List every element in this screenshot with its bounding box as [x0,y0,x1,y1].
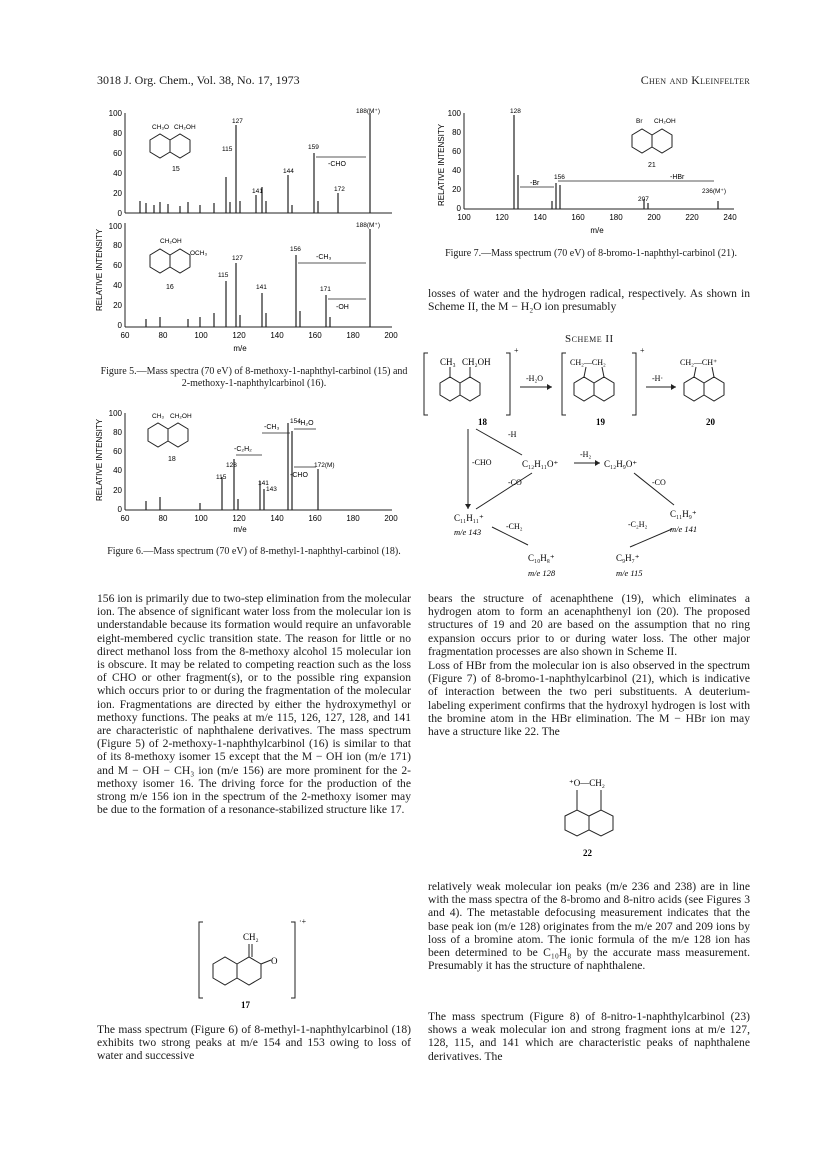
fig6-ytick-40: 40 [113,466,122,475]
fig6-loss-ch3: -CH₃ [264,424,280,431]
structure-17 [195,918,315,1010]
fig7-xtick-100: 100 [457,213,471,222]
fig5-bot-peak-115: 115 [218,272,229,279]
fig7-loss-br: -Br [530,180,540,187]
scheme-arrow-h: -H· [652,374,664,383]
fig5-ylabel: RELATIVE INTENSITY [95,228,104,312]
scheme-minus-co-1: -CO [508,478,522,487]
fig5-compound-16: 16 [166,284,174,291]
fig5-top-ytick-80: 80 [113,129,122,138]
fig7-xtick-140: 140 [533,213,547,222]
fig5-bot-loss2: -OH [336,304,349,311]
fig7-peak-156: 156 [554,174,565,181]
fig5-top-ytick-100: 100 [108,109,122,118]
fig6-label-ch3: CH₃ [152,413,165,420]
fig5-xtick-160: 160 [308,331,322,340]
fig7-peaks [514,115,718,209]
fig7-xtick-180: 180 [609,213,623,222]
fig5-struct-16 [150,238,207,291]
fig6-xtick-180: 180 [346,514,360,523]
fig5-bot-ytick-80: 80 [113,241,122,250]
fig7-ytick-0: 0 [456,204,461,213]
scheme-arrow-h2o: -H₂O [526,374,544,383]
scheme-c12h11o: C₁₂H₁₁O⁺ [522,459,559,469]
fig7-loss-hbr: -HBr [670,174,685,181]
fig7-ytick-40: 40 [452,166,461,175]
struct17-num: 17 [241,1000,250,1010]
fig7-xtick-120: 120 [495,213,509,222]
fig6-label-ch2oh: CH₂OH [170,413,192,420]
fig6-xtick-100: 100 [194,514,208,523]
fig5-bot-peak-171: 171 [320,286,331,293]
fig6-loss-c2h2: -C₂H₂ [234,446,252,453]
fig6-peak-154: 154 [290,418,301,425]
left-paragraph-1: 156 ion is primarily due to two-step elimination from the molecular ion. The absence of significant water loss from the molecular ion is understandable because its formation would require an unfavorable eight-membered cyclic transition state. The reason for little or no direct methanol loss from the 8-methoxy alcohol 15 molecular ion is obscure. It may be related to competing reaction such as the loss of CHO or other fragment(s), or to the possible ring expansion which occurs prior to or during the fragmentation of the molecular ion. Fragmentations are directed by either the hydroxymethyl or methoxy functions. The peaks at m/e 115, 126, 127, 128, and 141 are characteristic of naphthalene derivatives. The mass spectrum (Figure 5) of 2-methoxy-1-naphthylcarbinol (16) is similar to that of its 8-methoxy isomer 15 except that the M − OH ion (m/e 171) and M − OH − CH₃ ion (m/e 156) are more prominent for the 2-methoxy isomer 16. The driving force for the production of the strong m/e 156 ion in the spectrum of the 2-methoxy isomer may be due to the formation of a resonance-stabilized structure like 17. [97,592,411,817]
svg-text:·+: ·+ [299,918,307,926]
scheme-minus-cho: -CHO [472,458,492,467]
fig5-label-ch3o: CH₃O [152,124,170,131]
right-paragraph-3: relatively weak molecular ion peaks (m/e 236 and 238) are in line with the mass spectra of the 8-bromo and 8-nitro acids (see Figures 3 and 4). The metastable defocusing measurement indicates that the base peak ion (m/e 128) originates from the m/e 207 and 209 ions by loss of a bromine atom. The ionic formula of the m/e 128 ion has been determined to be C₁₀H₈ by the accurate mass measurement. Presumably it has the structure of naphthalene. [428,880,750,973]
svg-text:+: + [640,346,645,355]
fig7-xlabel: m/e [590,226,604,235]
fig6-loss-h2o: -H₂O [298,420,314,427]
fig5-top-ytick-0: 0 [117,209,122,218]
scheme-minus-h: -H [508,430,517,439]
fig7-struct-21 [632,118,676,169]
fig7-label-ch2oh: CH₂OH [654,118,676,125]
fig6-struct-18 [148,413,192,463]
fig6-xtick-160: 160 [308,514,322,523]
fig5-top-ytick-60: 60 [113,149,122,158]
fig6-ytick-80: 80 [113,428,122,437]
fig5-top-peak-159: 159 [308,144,319,151]
fig5-top-peak-172: 172 [334,186,345,193]
figure-6 [90,405,410,535]
fig5-xtick-180: 180 [346,331,360,340]
fig5-top-peak-188: 188(M⁺) [356,108,381,115]
fig5-xtick-100: 100 [194,331,208,340]
fig5-compound-15: 15 [172,166,180,173]
struct22-num: 22 [583,848,592,858]
right-paragraph-2: Loss of HBr from the molecular ion is also observed in the spectrum (Figure 7) of 8-bromo-1-naphthylcarbinol (21), which is indicative of interaction between the two peri substituents. A deuterium-labeling experiment confirms that the hydroxyl hydrogen is lost with the bromine atom in the HBr elimination. The M − HBr ion may have a structure like 22. The [428,659,750,739]
fig7-caption: Figure 7.—Mass spectrum (70 eV) of 8-bromo-1-naphthyl-carbinol (21). [445,248,737,259]
fig5-bot-ytick-100: 100 [108,222,122,231]
fig5-xtick-140: 140 [270,331,284,340]
scheme-18-ch3: CH₃ [440,357,456,367]
scheme-me143: m/e 143 [454,527,482,537]
fig7-peak-236: 236(M⁺) [702,188,727,195]
struct17-ch2: CH₂ [243,932,259,942]
fig7-ytick-20: 20 [452,185,461,194]
fig7-label-br: Br [636,118,643,125]
fig6-xtick-140: 140 [270,514,284,523]
figure-5 [90,105,410,360]
scheme-me128: m/e 128 [528,568,556,578]
scheme-minus-c2h2: -C₂H₂ [628,520,648,529]
fig5-top-peak-127: 127 [232,118,243,125]
right-paragraph-4: The mass spectrum (Figure 8) of 8-nitro-1-naphthylcarbinol (23) shows a weak molecular ion and strong fragment ions at m/e 127, 128, 115, and 141 which are characteristic peaks of naphthalene derivatives. The [428,1010,750,1063]
fig5-bot-loss1: -CH₃ [316,254,332,261]
scheme-minus-co-2: -CO [652,478,666,487]
fig5-bot-peak-188: 188(M⁺) [356,222,381,229]
scheme-num-18: 18 [478,417,487,427]
fig5-xtick-60: 60 [120,331,130,340]
scheme-num-19: 19 [596,417,605,427]
fig7-xtick-160: 160 [571,213,585,222]
fig7-peak-207: 207 [638,196,649,203]
scheme-c10h8: C₁₀H₈⁺ [528,553,555,563]
fig5-caption: Figure 5.—Mass spectra (70 eV) of 8-methoxy-1-naphthyl-carbinol (15) and 2-methoxy-1-naphthylcarbinol (16). [100,366,408,389]
fig6-ytick-100: 100 [108,409,122,418]
journal-citation: 3018 J. Org. Chem., Vol. 38, No. 17, 1973 [97,73,300,87]
fig6-loss-cho: -CHO [290,472,308,479]
fig6-ylabel: RELATIVE INTENSITY [95,418,104,502]
scheme-c9h7: C₉H₇⁺ [616,553,640,563]
fig7-xtick-220: 220 [685,213,699,222]
fig6-ytick-60: 60 [113,447,122,456]
fig6-xtick-60: 60 [120,514,130,523]
fig5-label-och3: OCH₃ [190,250,208,257]
fig6-caption: Figure 6.—Mass spectrum (70 eV) of 8-methyl-1-naphthyl-carbinol (18). [107,546,401,557]
figure-7 [432,105,752,240]
fig5-bot-peak-127: 127 [232,255,243,262]
fig6-peak-128: 128 [226,462,237,469]
authors-header: Chen and Kleinfelter [640,73,750,87]
scheme-minus-ch2: -CH₂ [506,522,523,531]
fig5-top-ytick-20: 20 [113,189,122,198]
fig5-xtick-200: 200 [384,331,398,340]
structure-22 [555,770,635,865]
fig6-ytick-0: 0 [117,505,122,514]
fig5-label-ch2oh-b: CH₂OH [160,238,182,245]
svg-text:+: + [514,346,519,355]
fig5-bot-ytick-0: 0 [117,321,122,330]
fig6-xtick-200: 200 [384,514,398,523]
scheme-c12h9o: C₁₂H₉O⁺ [604,459,638,469]
right-intro-paragraph: losses of water and the hydrogen radical, respectively. As shown in Scheme II, the M − H₂O ion presumably [428,287,750,314]
fig5-bot-ytick-20: 20 [113,301,122,310]
fig7-peak-128: 128 [510,108,521,115]
fig5-xtick-120: 120 [232,331,246,340]
scheme-c11h11: C₁₁H₁₁⁺ [454,513,484,523]
fig7-xtick-200: 200 [647,213,661,222]
scheme-ii [422,345,752,585]
fig7-xtick-240: 240 [723,213,737,222]
scheme-minus-h2: -H₂ [580,450,592,459]
fig5-xtick-80: 80 [158,331,168,340]
fig6-xtick-120: 120 [232,514,246,523]
fig5-bot-ytick-40: 40 [113,281,122,290]
fig6-peak-143: 143 [266,486,277,493]
right-paragraph-1: bears the structure of acenaphthene (19), which eliminates a hydrogen atom to form an acenaphthenyl ion (20). The proposed structures of 19 and 20 are based on the assumption that no ring expansion occurs prior to or during water loss. The other major fragmentation processes are also shown in Scheme II. [428,592,750,658]
fig5-bot-peak-141: 141 [256,284,267,291]
svg-text:O: O [271,956,278,966]
scheme-me141: m/e 141 [670,524,698,534]
fig5-top-ytick-40: 40 [113,169,122,178]
scheme-title: Scheme II [565,333,614,345]
left-paragraph-2: The mass spectrum (Figure 6) of 8-methyl-1-naphthylcarbinol (18) exhibits two strong peaks at m/e 154 and 153 owing to loss of water and successive [97,1023,411,1063]
fig7-ytick-80: 80 [452,128,461,137]
scheme-18-ch2oh: CH₂OH [462,357,491,367]
fig5-struct-15 [150,124,196,173]
fig6-peak-115: 115 [216,474,227,481]
struct22-label: ⁺O—CH₂ [569,778,605,788]
fig7-compound-21: 21 [648,162,656,169]
fig6-peak-141: 141 [258,480,269,487]
fig6-ytick-20: 20 [113,486,122,495]
fig5-label-ch2oh: CH₂OH [174,124,196,131]
fig6-peak-172: 172(M) [314,462,335,469]
scheme-c11h9: C₁₁H₉⁺ [670,509,697,519]
fig5-bot-ytick-60: 60 [113,261,122,270]
scheme-20-ch2ch: CH₂—CH⁺ [680,358,718,367]
fig7-ytick-60: 60 [452,147,461,156]
fig7-ytick-100: 100 [447,109,461,118]
fig5-top-loss: -CHO [328,161,346,168]
fig6-xlabel: m/e [233,525,247,534]
fig7-ylabel: RELATIVE INTENSITY [437,123,446,207]
fig5-xlabel: m/e [233,344,247,353]
scheme-num-20: 20 [706,417,715,427]
scheme-19-ch2ch2: CH₂—CH₂ [570,358,606,367]
fig6-xtick-80: 80 [158,514,168,523]
fig5-bot-peak-156: 156 [290,246,301,253]
scheme-me115: m/e 115 [616,568,643,578]
fig5-top-peak-141: 141 [252,188,263,195]
fig5-top-peak-144: 144 [283,168,294,175]
fig5-top-peak-115: 115 [222,146,233,153]
fig6-compound-18: 18 [168,456,176,463]
